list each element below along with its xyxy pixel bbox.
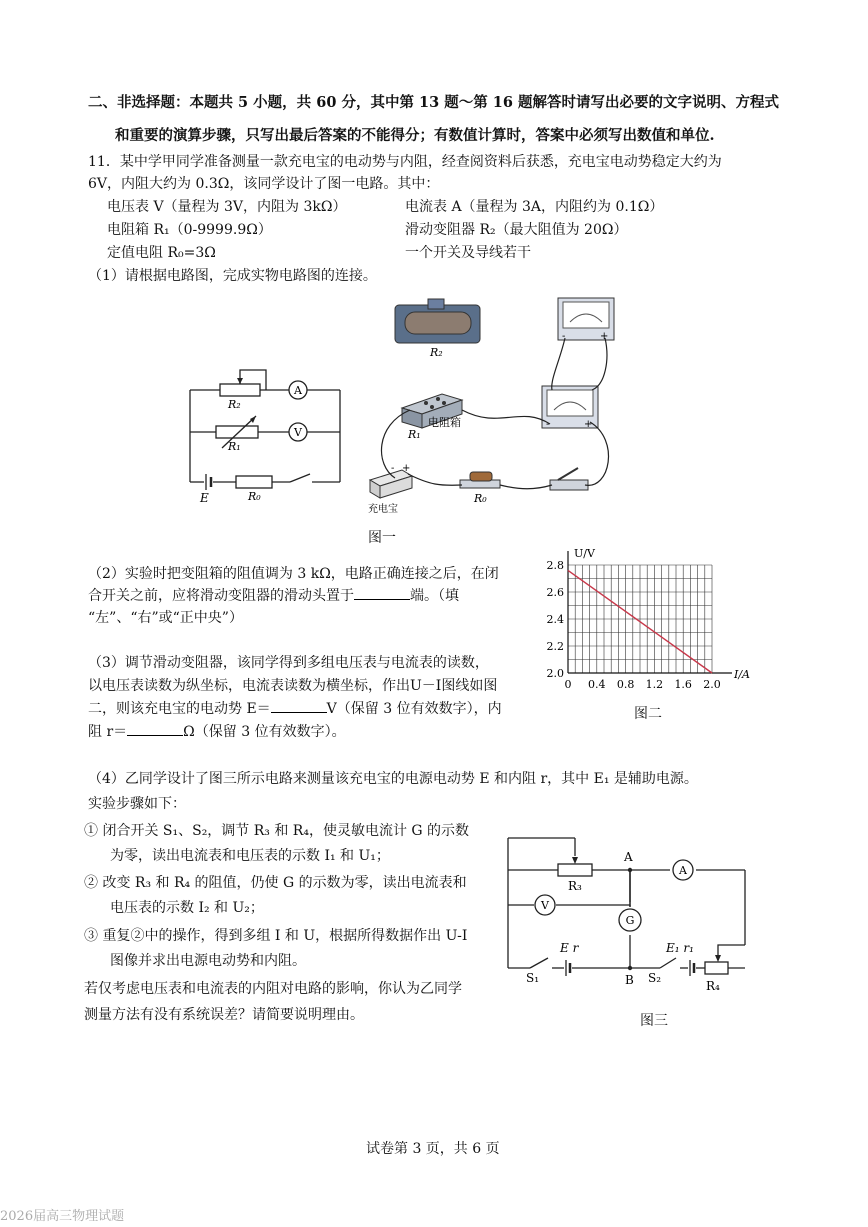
resistance-answer-blank[interactable]: [127, 723, 183, 736]
fig3-node-a: A: [624, 850, 633, 864]
watermark: 2026届高三物理试题: [0, 1209, 125, 1224]
fig3-voltmeter-label: V: [541, 899, 549, 912]
chart-x-axis-label: I/A: [734, 668, 750, 681]
section-heading-line1: 二、非选择题：本题共 5 小题，共 60 分，其中第 13 题～第 16 题解答时请写出必要的文字说明、方程式: [88, 94, 780, 111]
part4-line2: 实验步骤如下：: [88, 796, 186, 812]
power-bank-minus: -: [391, 463, 395, 474]
equipment-rheostat: 滑动变阻器 R₂（最大阻值为 20Ω）: [405, 222, 628, 238]
power-bank-plus: +: [402, 463, 411, 474]
fixed-resistor-device: [460, 472, 500, 488]
schematic-r0-label: R₀: [248, 490, 261, 503]
chart-x-tick-label: 0: [564, 678, 572, 691]
part3-line4-a: 阻 r＝: [88, 724, 128, 740]
fig3-r3-label: R₃: [568, 879, 582, 893]
step2-line2: 电压表的示数 I₂ 和 U₂；: [110, 900, 264, 916]
part2-line2: [88, 585, 459, 605]
rheostat-device-label: R₂: [430, 346, 443, 359]
resistance-box-label: R₁: [408, 428, 421, 441]
chart-y-tick-label: 2.0: [546, 667, 564, 680]
figure-3-caption: 图三: [640, 1013, 668, 1029]
chart-x-tick-label: 1.6: [674, 678, 692, 691]
fig3-node-b: B: [625, 973, 634, 987]
fig3-ammeter-label: A: [679, 864, 687, 877]
part3-line1: （3）调节滑动变阻器，该同学得到多组电压表与电流表的读数，: [88, 655, 489, 671]
schematic-circuit: [190, 370, 340, 490]
resistance-box-name: 电阻箱: [428, 416, 461, 429]
voltmeter-minus: -: [562, 331, 566, 342]
chart-y-tick-label: 2.8: [546, 559, 564, 572]
chart-x-tick-label: 2.0: [703, 678, 721, 691]
fig3-er-label: E r: [560, 941, 579, 955]
part3-line4-b: Ω（保留 3 位有效数字）。: [183, 724, 346, 740]
chart-y-tick-label: 2.4: [546, 613, 564, 626]
chart-x-tick-label: 0.8: [616, 678, 635, 691]
fig3-galvanometer-label: G: [625, 914, 635, 927]
figure-2-chart: [540, 545, 760, 695]
section-heading-line2: 和重要的演算步骤，只写出最后答案的不能得分；有数值计算时，答案中必须写出数值和单位.: [115, 127, 715, 144]
chart-y-axis-label: U/V: [574, 547, 595, 560]
part2-line2-a: 合开关之前，应将滑动变阻器的滑动头置于: [88, 588, 354, 604]
question-line2: 测量方法有没有系统误差？请简要说明理由。: [84, 1007, 364, 1023]
equipment-voltmeter: 电压表 V（量程为 3V，内阻为 3kΩ）: [107, 199, 347, 215]
step3-line2: 图像并求出电源电动势和内阻。: [110, 953, 306, 969]
ammeter-plus: +: [584, 419, 593, 430]
step3-line1: ③ 重复②中的操作，得到多组 I 和 U，根据所得数据作出 U-I: [84, 928, 468, 944]
part3-line4: [88, 721, 346, 741]
page-footer: 试卷第 3 页，共 6 页: [366, 1141, 500, 1157]
part2-answer-blank[interactable]: [354, 587, 410, 600]
part4-line1: （4）乙同学设计了图三所示电路来测量该充电宝的电源电动势 E 和内阻 r，其中 E₁ 是辅助电源。: [88, 771, 698, 787]
part3-line3-a: 二，则该充电宝的电动势 E＝: [88, 701, 271, 717]
step2-line1: ② 改变 R₃ 和 R₄ 的阻值，仍使 G 的示数为零，读出电流表和: [84, 875, 467, 891]
emf-answer-blank[interactable]: [271, 700, 327, 713]
chart-y-tick-label: 2.2: [546, 640, 564, 653]
schematic-r1-label: R₁: [228, 440, 241, 453]
step1-line2: 为零，读出电流表和电压表的示数 I₁ 和 U₁；: [110, 848, 390, 864]
part1-text: （1）请根据电路图，完成实物电路图的连接。: [88, 268, 377, 284]
figure-3: [500, 830, 770, 1000]
part3-line2: 以电压表读数为纵坐标，电流表读数为横坐标，作出U－I图线如图: [88, 678, 498, 694]
schematic-e-label: E: [200, 491, 209, 505]
ammeter-minus: -: [546, 419, 550, 430]
fig3-s1-label: S₁: [526, 971, 540, 985]
figure-2-caption: 图二: [634, 706, 662, 722]
chart-x-tick-label: 0.4: [588, 678, 606, 691]
q11-intro-2: 6V，内阻大约为 0.3Ω，该同学设计了图一电路。其中：: [88, 176, 440, 192]
schematic-voltmeter-label: V: [294, 426, 302, 439]
schematic-ammeter-label: A: [294, 384, 302, 397]
switch-device: [550, 468, 588, 490]
equipment-ammeter: 电流表 A（量程为 3A，内阻约为 0.1Ω）: [405, 199, 664, 215]
part3-line3: [88, 698, 502, 718]
chart-x-tick-label: 1.2: [645, 678, 664, 691]
part2-line3: “左”、“右”或“正中央”）: [88, 610, 243, 626]
chart-y-tick-label: 2.6: [546, 586, 564, 599]
voltmeter-plus: +: [600, 331, 609, 342]
part2-line2-b: 端。（填: [410, 588, 459, 604]
rheostat-device: [395, 299, 480, 343]
equipment-fixed-resistor: 定值电阻 R₀=3Ω: [107, 245, 216, 261]
fixed-resistor-label: R₀: [474, 492, 487, 505]
q11-intro-1: 11．某中学甲同学准备测量一款充电宝的电动势与内阻，经查阅资料后获悉，充电宝电动势稳定大约为: [88, 154, 722, 170]
figure-1: [180, 290, 620, 520]
part2-line1: （2）实验时把变阻箱的阻值调为 3 kΩ，电路正确连接之后，在闭: [88, 566, 499, 582]
fig3-s2-label: S₂: [648, 971, 662, 985]
schematic-r2-label: R₂: [228, 398, 241, 411]
equipment-switch: 一个开关及导线若干: [405, 245, 531, 261]
power-bank-label: 充电宝: [368, 504, 398, 515]
fig3-e1r1-label: E₁ r₁: [666, 941, 694, 955]
step1-line1: ① 闭合开关 S₁、S₂，调节 R₃ 和 R₄，使灵敏电流计 G 的示数: [84, 823, 470, 839]
fig3-r4-label: R₄: [706, 979, 720, 993]
question-line1: 若仅考虑电压表和电流表的内阻对电路的影响，你认为乙同学: [84, 981, 462, 997]
part3-line3-b: V（保留 3 位有效数字），内: [326, 701, 502, 717]
equipment-resistance-box: 电阻箱 R₁（0-9999.9Ω）: [107, 222, 272, 238]
figure-1-caption: 图一: [368, 530, 396, 546]
